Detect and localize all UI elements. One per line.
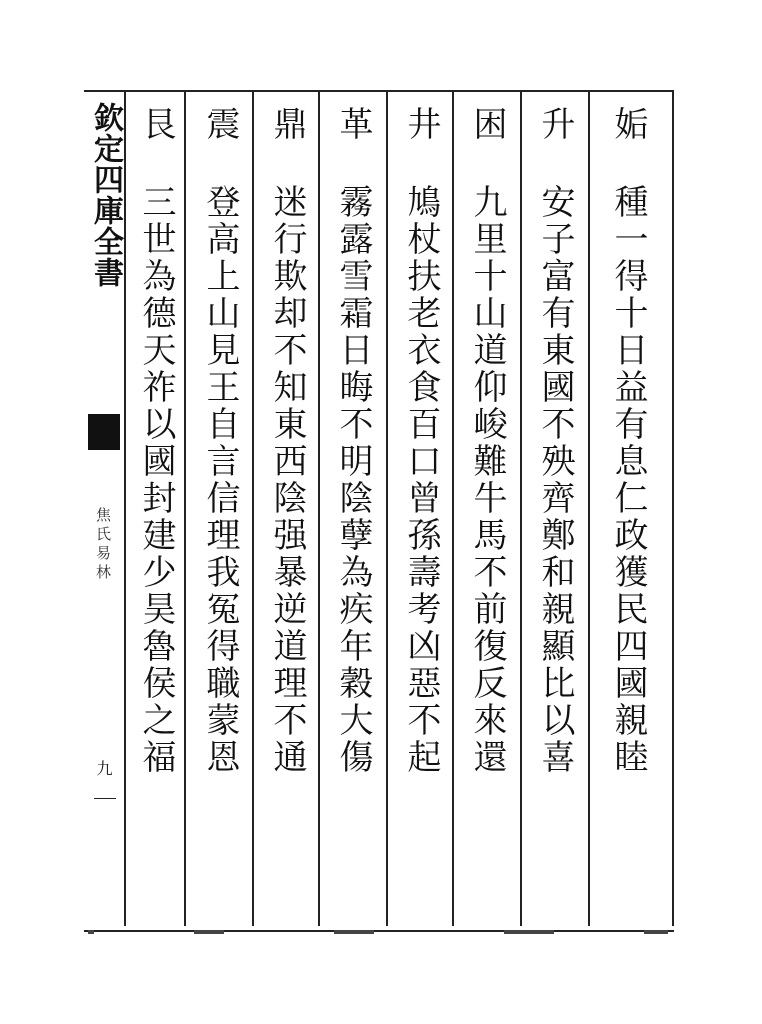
section-tag [88,414,120,450]
column-rule [672,92,674,926]
verse-text: 安子富有東國不殃齊鄭和親顯比以喜 [535,184,575,776]
hexagram-name: 革 [333,106,373,142]
hexagram-name: 升 [535,106,575,142]
verse-text: 種一得十日益有息仁政獲民四國親睦 [608,184,648,776]
text-column-kun [459,92,515,926]
text-column-sheng [527,92,583,926]
text-column-ge [325,92,381,926]
page-number: 九 [94,760,113,776]
hexagram-name: 鼎 [267,106,307,142]
column-rule [318,92,320,926]
margin-tick [94,798,116,799]
column-rule [386,92,388,926]
hexagram-name: 井 [401,106,441,142]
column-rule [184,92,186,926]
verse-text: 九里十山道仰峻難牛馬不前復反來還 [467,184,507,776]
book-title: 欽定四庫全書 [88,102,123,288]
verse-text: 鳩杖扶老衣食百口曾孫壽考凶惡不起 [401,184,441,776]
hexagram-name: 艮 [136,106,176,142]
column-rule [452,92,454,926]
margin-column [84,92,124,926]
book-subtitle: 焦氏易林 [94,507,112,583]
text-column-zhen [192,92,248,926]
column-rule [588,92,590,926]
column-rule [252,92,254,926]
verse-text: 霧露雪霜日晦不明陰孽為疾年穀大傷 [333,184,373,776]
text-column-gen [128,92,184,926]
verse-text: 登高上山見王自言信理我冤得職蒙恩 [200,184,240,776]
text-column-ding [259,92,315,926]
hexagram-name: 姤 [608,106,648,142]
text-column-gou [600,92,656,926]
verse-text: 迷行欺却不知東西陰强暴逆道理不通 [267,184,307,776]
bottom-scan-marks [84,930,674,936]
column-rule [124,92,126,926]
verse-text: 三世為德天祚以國封建少昊魯侯之福 [136,184,176,776]
hexagram-name: 困 [467,106,507,142]
text-column-jing [393,92,449,926]
column-rule [520,92,522,926]
hexagram-name: 震 [200,106,240,142]
